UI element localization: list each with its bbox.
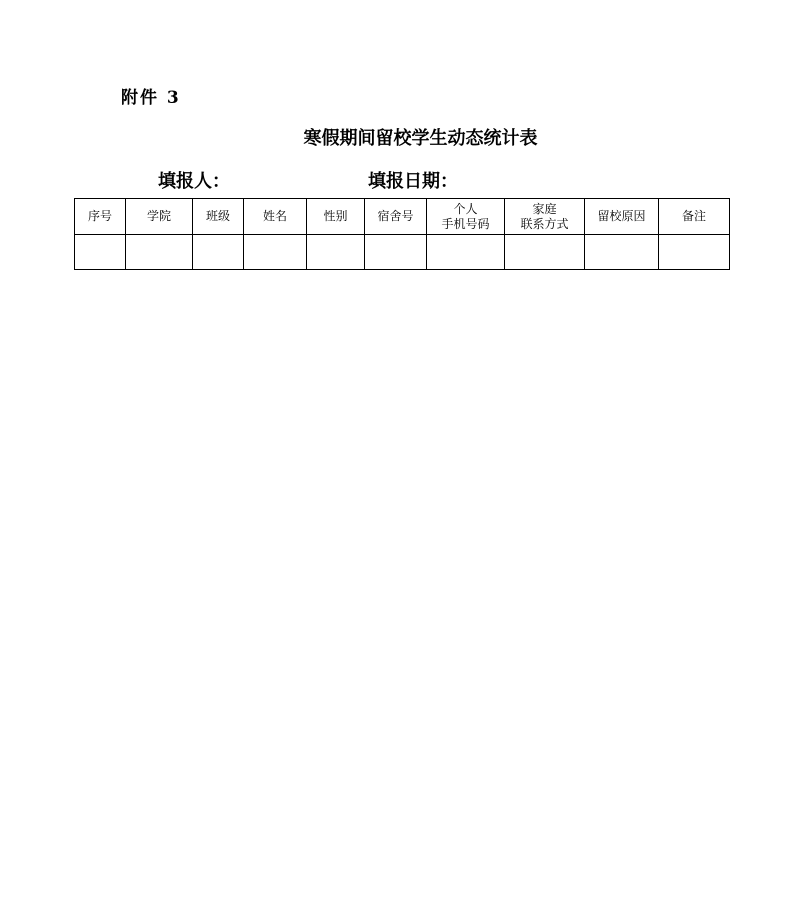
header-remarks: 备注 (659, 199, 730, 235)
table-cell[interactable] (126, 235, 193, 270)
header-family-contact: 家庭 联系方式 (505, 199, 585, 235)
table-row (75, 235, 730, 270)
table-cell[interactable] (244, 235, 307, 270)
document-title: 寒假期间留校学生动态统计表 (303, 128, 538, 149)
table-cell[interactable] (505, 235, 585, 270)
table-cell[interactable] (659, 235, 730, 270)
header-class: 班级 (193, 199, 244, 235)
table-cell[interactable] (365, 235, 427, 270)
header-stay-reason: 留校原因 (585, 199, 659, 235)
fill-date-label: 填报日期： (368, 171, 458, 192)
header-name: 姓名 (244, 199, 307, 235)
table-cell[interactable] (75, 235, 126, 270)
student-stats-table (74, 198, 730, 270)
attachment-label: 附件 3 (121, 88, 181, 108)
filler-label: 填报人： (158, 171, 230, 192)
table-cell[interactable] (193, 235, 244, 270)
header-dorm-number: 宿舍号 (365, 199, 427, 235)
header-gender: 性别 (307, 199, 365, 235)
table-cell[interactable] (307, 235, 365, 270)
header-serial-number: 序号 (75, 199, 126, 235)
table-header-row (75, 199, 730, 235)
header-personal-phone: 个人 手机号码 (427, 199, 505, 235)
table-cell[interactable] (427, 235, 505, 270)
table-cell[interactable] (585, 235, 659, 270)
header-college: 学院 (126, 199, 193, 235)
